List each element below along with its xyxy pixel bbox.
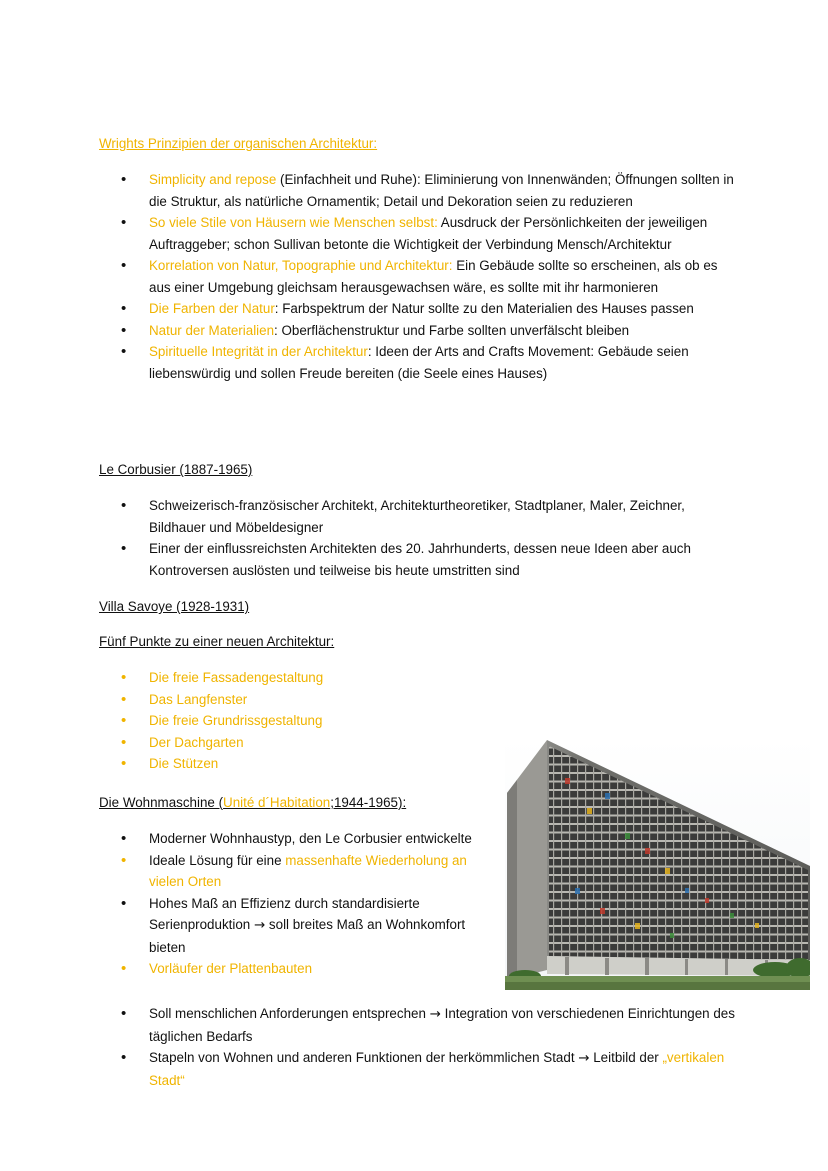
list-item: • Moderner Wohnhaustyp, den Le Corbusier entwickelte <box>99 828 494 850</box>
arrow-right-icon: → <box>429 1007 441 1022</box>
list-item: • Soll menschlichen Anforderungen entsprechen → Integration von verschiedenen Einrichtungen des täglichen Bedarfs <box>99 1003 739 1047</box>
corbusier-heading: Le Corbusier (1887-1965) <box>99 462 253 477</box>
list-item: • So viele Stile von Häusern wie Menschen selbst: Ausdruck der Persönlichkeiten der jeweiligen Auftraggeber; schon Sullivan betonte die Wichtigkeit der Verbindung Mensch/Architektur <box>99 212 739 255</box>
list-item: • Schweizerisch-französischer Architekt, Architekturtheoretiker, Stadtplaner, Maler, Zeichner, Bildhauer und Möbeldesigner <box>99 495 739 538</box>
list-item: • Die freie Fassadengestaltung <box>99 667 499 689</box>
list-item: • Die Farben der Natur: Farbspektrum der Natur sollte zu den Materialien des Hauses passen <box>99 298 739 320</box>
corbusier-list <box>99 495 739 581</box>
list-item: • Die freie Grundrissgestaltung <box>99 710 499 732</box>
list-item: • Einer der einflussreichsten Architekten des 20. Jahrhunderts, dessen neue Ideen aber auch Kontroversen auslösten und teilweise bis heute umstritten sind <box>99 538 739 581</box>
list-item: • Die Stützen <box>99 753 499 775</box>
list-item: • Hohes Maß an Effizienz durch standardisierte Serienproduktion → soll breites Maß an Wohnkomfort bieten <box>99 893 494 959</box>
wohnmaschine-list-wide <box>99 1003 739 1091</box>
list-item: • Das Langfenster <box>99 689 499 711</box>
building-photo <box>505 738 810 990</box>
list-item: • Stapeln von Wohnen und anderen Funktionen der herkömmlichen Stadt → Leitbild der „vertikalen Stadt“ <box>99 1047 739 1091</box>
list-item: • Vorläufer der Plattenbauten <box>99 958 494 980</box>
five-points-heading: Fünf Punkte zu einer neuen Architektur: <box>99 634 335 649</box>
arrow-right-icon: → <box>253 918 266 933</box>
wright-list <box>99 169 739 384</box>
list-item: • Spirituelle Integrität in der Architektur: Ideen der Arts and Crafts Movement: Gebäude seien liebenswürdig und sollen Freude bereiten (die Seele eines Hauses) <box>99 341 739 384</box>
five-points-list <box>99 667 499 775</box>
list-item: • Ideale Lösung für eine massenhafte Wiederholung an vielen Orten <box>99 850 494 893</box>
wright-heading: Wrights Prinzipien der organischen Architektur: <box>99 136 378 151</box>
list-item: • Der Dachgarten <box>99 732 499 754</box>
wohnmaschine-list-narrow <box>99 828 494 980</box>
list-item: • Simplicity and repose (Einfachheit und Ruhe): Eliminierung von Innenwänden; Öffnungen sollten in die Struktur, als natürliche Ornamentik; Detail und Dekoration seien zu reduzieren <box>99 169 739 212</box>
savoye-heading: Villa Savoye (1928-1931) <box>99 599 250 614</box>
arrow-right-icon: → <box>578 1051 590 1066</box>
list-item: • Korrelation von Natur, Topographie und Architektur: Ein Gebäude sollte so erscheinen, als ob es aus einer Umgebung gleichsam herausgewachsen wäre, es sollte mit ihr harmonieren <box>99 255 739 298</box>
wohnmaschine-heading: Die Wohnmaschine (Unité d´Habitation;1944-1965): <box>99 795 407 810</box>
list-item: • Natur der Materialien: Oberflächenstruktur und Farbe sollten unverfälscht bleiben <box>99 320 739 342</box>
